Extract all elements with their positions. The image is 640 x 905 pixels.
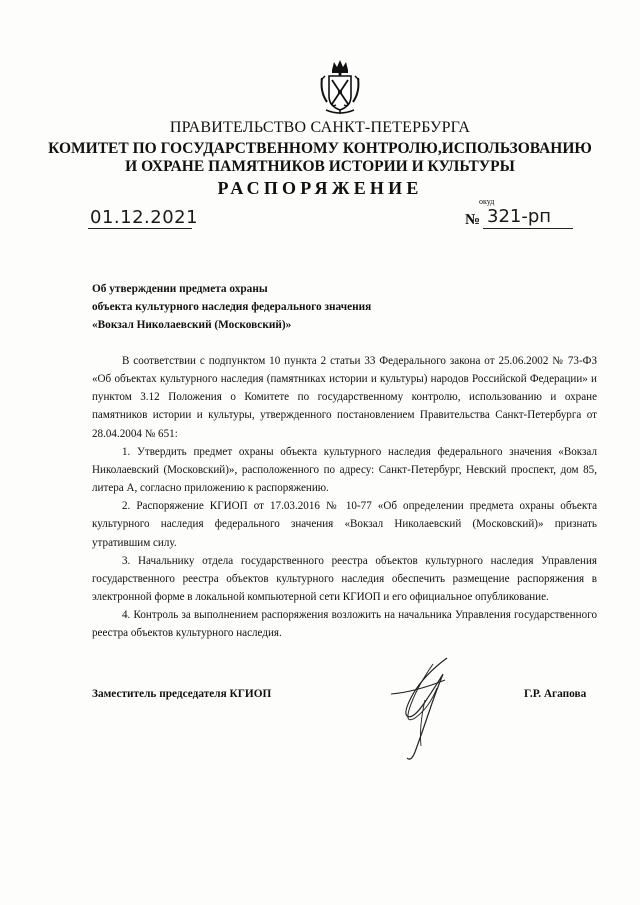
number-sign: № bbox=[465, 212, 481, 228]
document-type-heading: РАСПОРЯЖЕНИЕ bbox=[217, 178, 423, 198]
item-4-paragraph: 4. Контроль за выполнением распоряжения возложить на начальника Управления государственного реестра объектов культурного наследия. bbox=[92, 609, 597, 640]
registration-date-field bbox=[88, 206, 199, 230]
signer-position: Заместитель председателя КГИОП bbox=[92, 688, 272, 700]
registration-number: 321-рп bbox=[487, 206, 552, 227]
subject-line-3: «Вокзал Николаевский (Московский)» bbox=[92, 319, 292, 331]
committee-name-line-1: КОМИТЕТ ПО ГОСУДАРСТВЕННОМУ КОНТРОЛЮ,ИСПОЛЬЗОВАНИЮ bbox=[48, 140, 592, 157]
saint-petersburg-coat-of-arms-icon bbox=[318, 58, 362, 116]
okud-label: окуд bbox=[479, 197, 495, 206]
signer-name: Г.Р. Агапова bbox=[524, 688, 587, 700]
item-1-paragraph: 1. Утвердить предмет охраны объекта культурного наследия федерального значения «Вокзал Николаевский (Московский)», расположенного по адресу: Санкт-Петербург, Невский проспект, дом 85, литера А, согласно приложению к распоряжению. bbox=[92, 445, 597, 495]
subject-line-1: Об утверждении предмета охраны bbox=[92, 283, 268, 295]
item-2-paragraph: 2. Распоряжение КГИОП от 17.03.2016 № 10-77 «Об определении предмета охраны объекта культурного наследия федерального значения «Вокзал Николаевский (Московский)» признать утратившим силу. bbox=[92, 500, 597, 549]
number-underline bbox=[483, 228, 573, 229]
document-body bbox=[92, 352, 597, 643]
preamble-paragraph: В соответствии с подпунктом 10 пункта 2 статьи 33 Федерального закона от 25.06.2002 № 73-ФЗ «Об объектах культурного наследия (памятниках истории и культуры) народов Российской Федерации» и пунктом 3.12 Положения о Комитете по государственному контролю, использованию и охране памятников истории и культуры, утвержденного постановлением Правительства Санкт-Петербурга от 28.04.2004 № 651: bbox=[92, 355, 597, 440]
registration-date: 01.12.2021 bbox=[90, 207, 199, 228]
registration-number-field bbox=[463, 206, 573, 230]
handwritten-signature-icon bbox=[385, 654, 470, 764]
date-underline bbox=[88, 228, 192, 229]
subject-line-2: объекта культурного наследия федерального значения bbox=[92, 301, 372, 313]
item-3-paragraph: 3. Начальнику отдела государственного реестра объектов культурного наследия Управления государственного реестра объектов культурного наследия обеспечить размещение распоряжения в электронной форме в локальной компьютерной сети КГИОП и его официальное опубликование. bbox=[92, 554, 597, 604]
government-name: ПРАВИТЕЛЬСТВО САНКТ-ПЕТЕРБУРГА bbox=[169, 119, 471, 136]
committee-name-line-2: И ОХРАНЕ ПАМЯТНИКОВ ИСТОРИИ И КУЛЬТУРЫ bbox=[125, 158, 515, 175]
